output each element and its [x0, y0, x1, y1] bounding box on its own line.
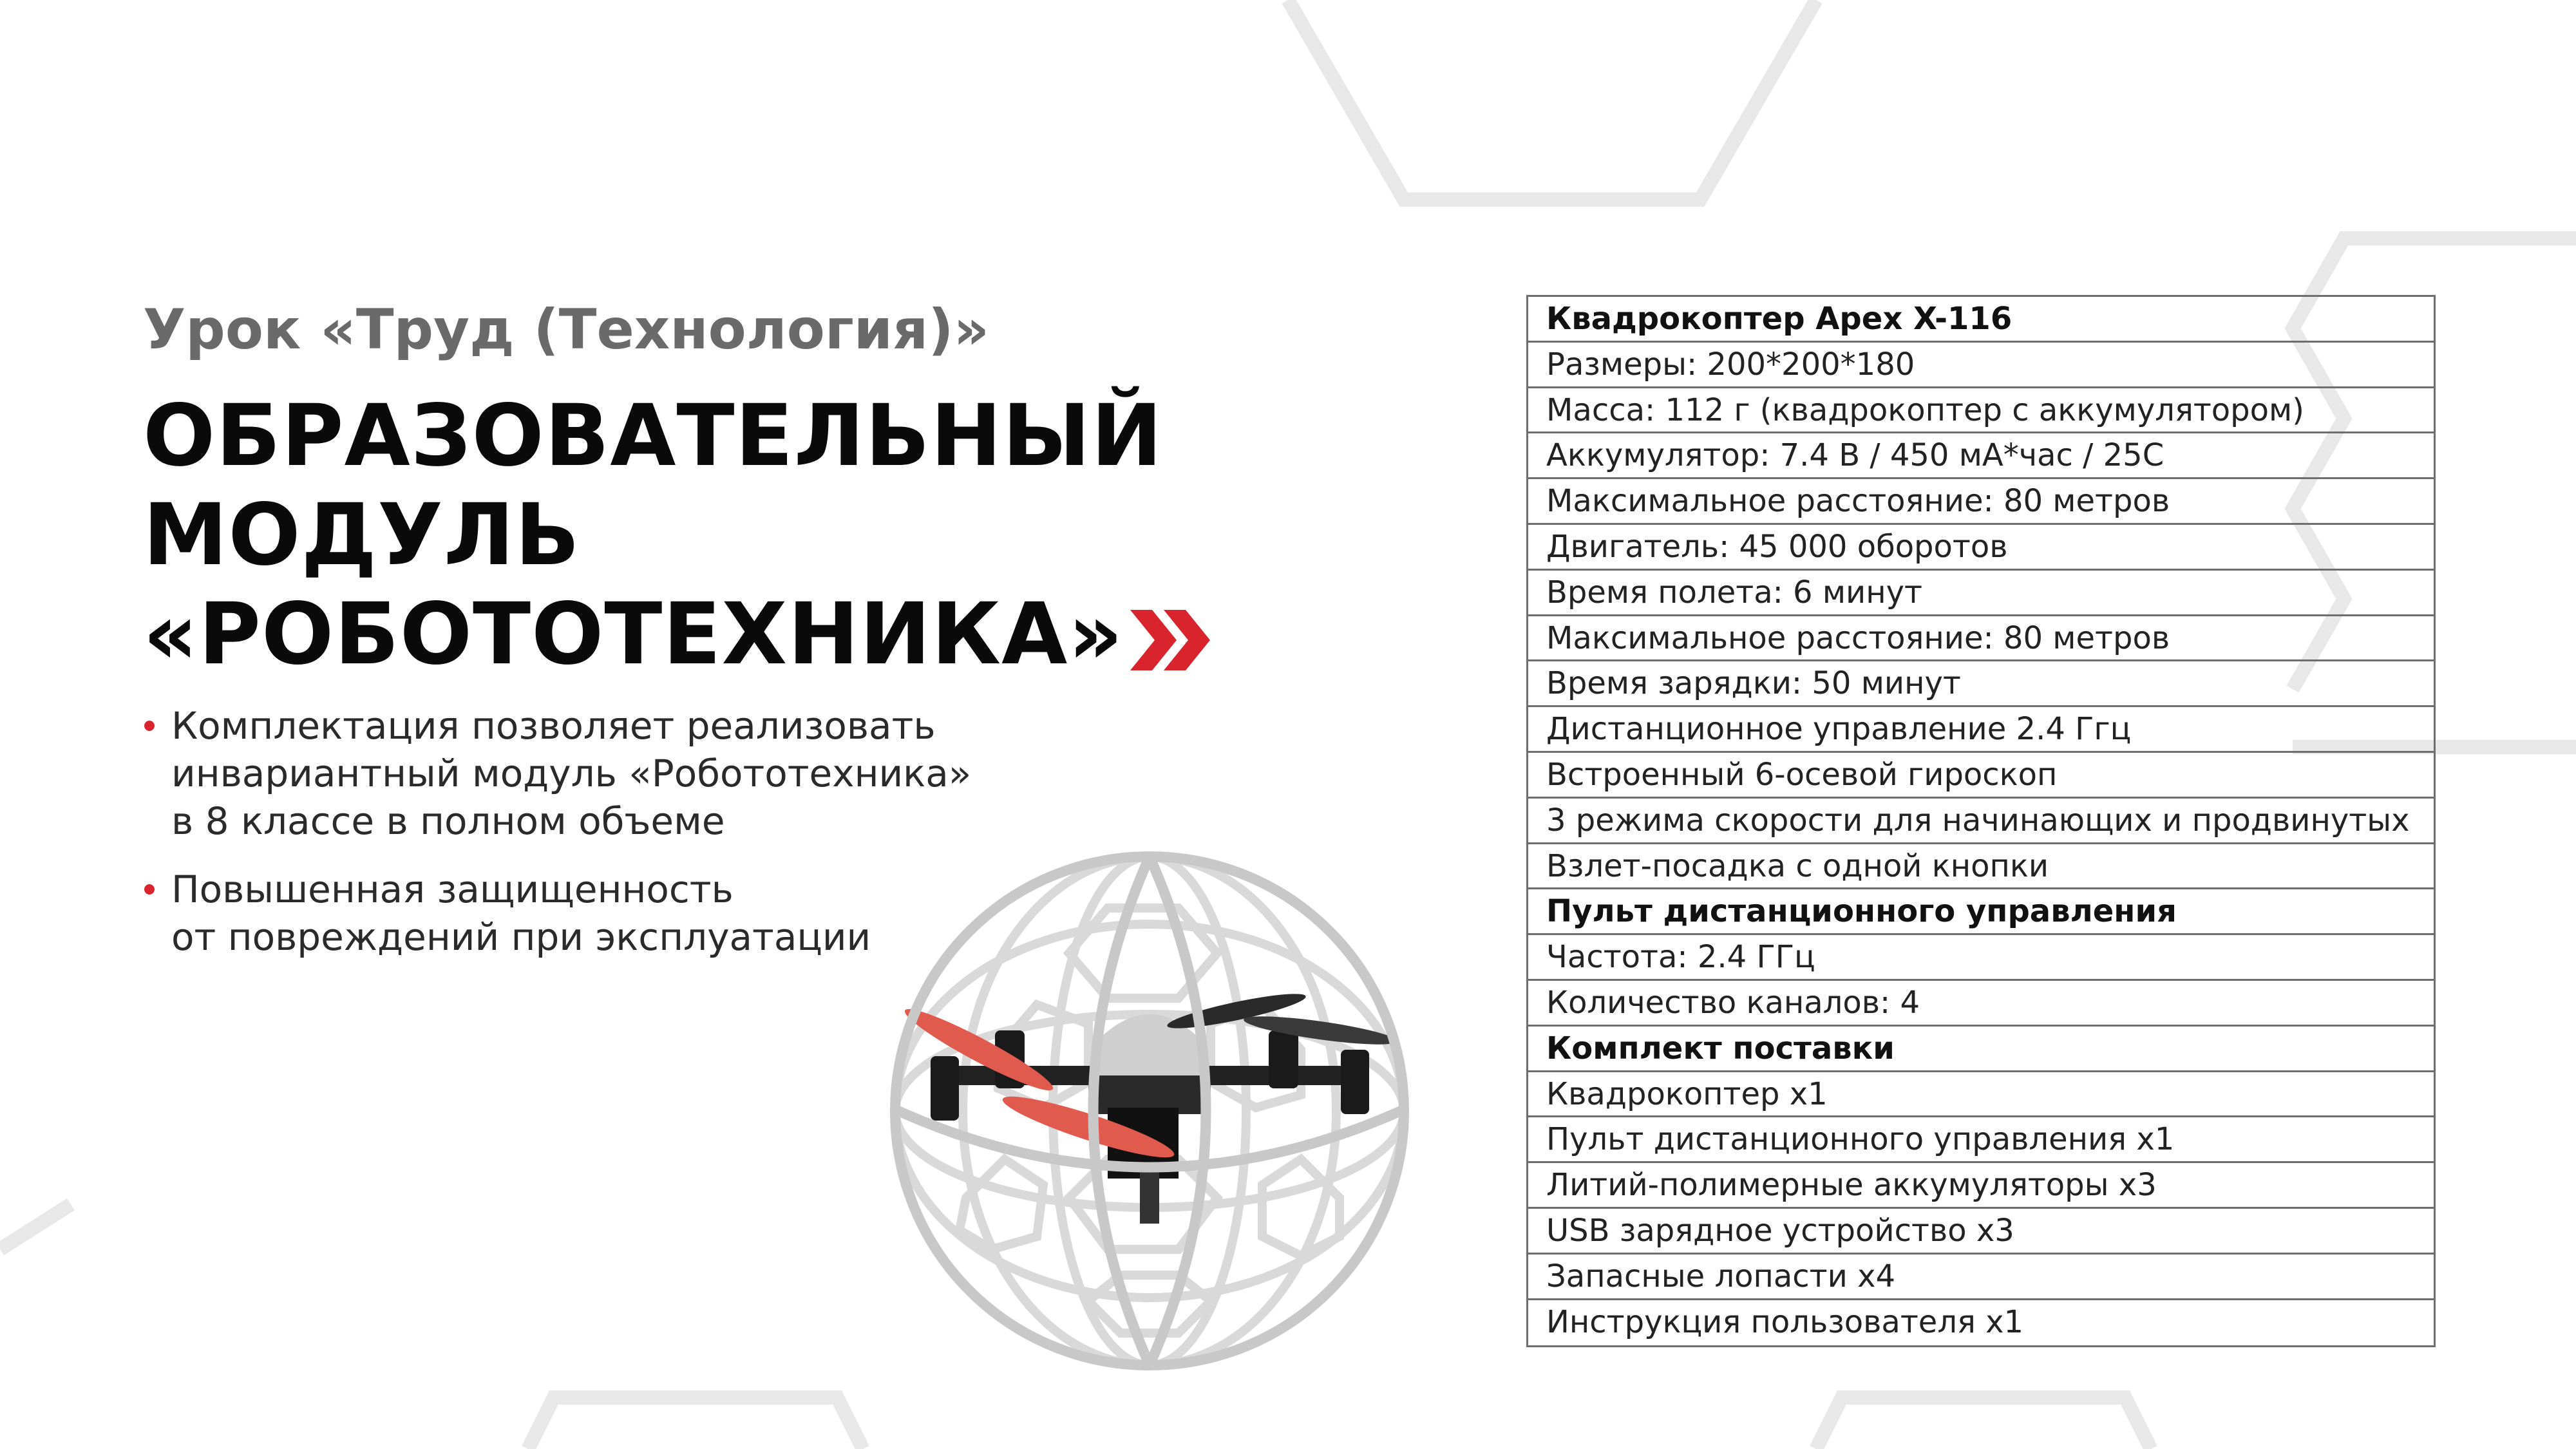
double-chevron-right-icon: [1130, 605, 1214, 676]
title-line-3: «РОБОТОТЕХНИКА»: [143, 585, 1124, 684]
bullet-1-line-1: Комплектация позволяет реализовать: [171, 704, 936, 748]
drone-in-cage-image: [876, 837, 1423, 1372]
specifications-table: [1526, 295, 2436, 1347]
bullet-dot-icon: [144, 721, 155, 731]
spec-row: Дистанционное управление 2.4 Ггц: [1528, 707, 2434, 753]
spec-row: Максимальное расстояние: 80 метров: [1528, 479, 2434, 525]
spec-row: Встроенный 6-осевой гироскоп: [1528, 753, 2434, 799]
bullet-2-line-2: от повреждений при эксплуатации: [171, 915, 871, 959]
spec-row: Двигатель: 45 000 оборотов: [1528, 525, 2434, 571]
spec-row: Запасные лопасти х4: [1528, 1255, 2434, 1300]
title-line-1: ОБРАЗОВАТЕЛЬНЫЙ: [143, 386, 1163, 486]
spec-row: 3 режима скорости для начинающих и продвинутых: [1528, 799, 2434, 844]
spec-row: Квадрокоптер х1: [1528, 1072, 2434, 1118]
title-line-3-wrap: [143, 585, 1238, 684]
title-line-2: МОДУЛЬ: [143, 486, 581, 585]
spec-row: Литий-полимерные аккумуляторы х3: [1528, 1163, 2434, 1209]
lesson-subtitle: Урок «Труд (Технология)»: [143, 298, 990, 362]
bullet-dot-icon: [144, 884, 155, 895]
bullet-1-line-2: инвариантный модуль «Робототехника»: [171, 752, 972, 795]
spec-row: Количество каналов: 4: [1528, 981, 2434, 1027]
spec-row: Время полета: 6 минут: [1528, 571, 2434, 616]
spec-section-header: Комплект поставки: [1528, 1027, 2434, 1072]
spec-row: Максимальное расстояние: 80 метров: [1528, 616, 2434, 662]
spec-row: Аккумулятор: 7.4 В / 450 мА*час / 25С: [1528, 433, 2434, 479]
spec-row: Взлет-посадка с одной кнопки: [1528, 844, 2434, 890]
spec-section-header: Квадрокоптер Apex X-116: [1528, 297, 2434, 343]
spec-row: Масса: 112 г (квадрокоптер с аккумулятором): [1528, 388, 2434, 434]
module-title: [143, 386, 1238, 684]
spec-row: Пульт дистанционного управления х1: [1528, 1117, 2434, 1163]
spec-row: USB зарядное устройство х3: [1528, 1209, 2434, 1255]
bullet-2-line-1: Повышенная защищенность: [171, 867, 734, 911]
spec-section-header: Пульт дистанционного управления: [1528, 889, 2434, 935]
spec-row: Инструкция пользователя х1: [1546, 1303, 2024, 1340]
spec-row: Частота: 2.4 ГГц: [1528, 935, 2434, 981]
bullet-item-1: [143, 702, 1083, 845]
spec-row: Время зарядки: 50 минут: [1528, 661, 2434, 707]
bullet-1-line-3: в 8 классе в полном объеме: [171, 799, 725, 843]
spec-row: Размеры: 200*200*180: [1528, 343, 2434, 388]
